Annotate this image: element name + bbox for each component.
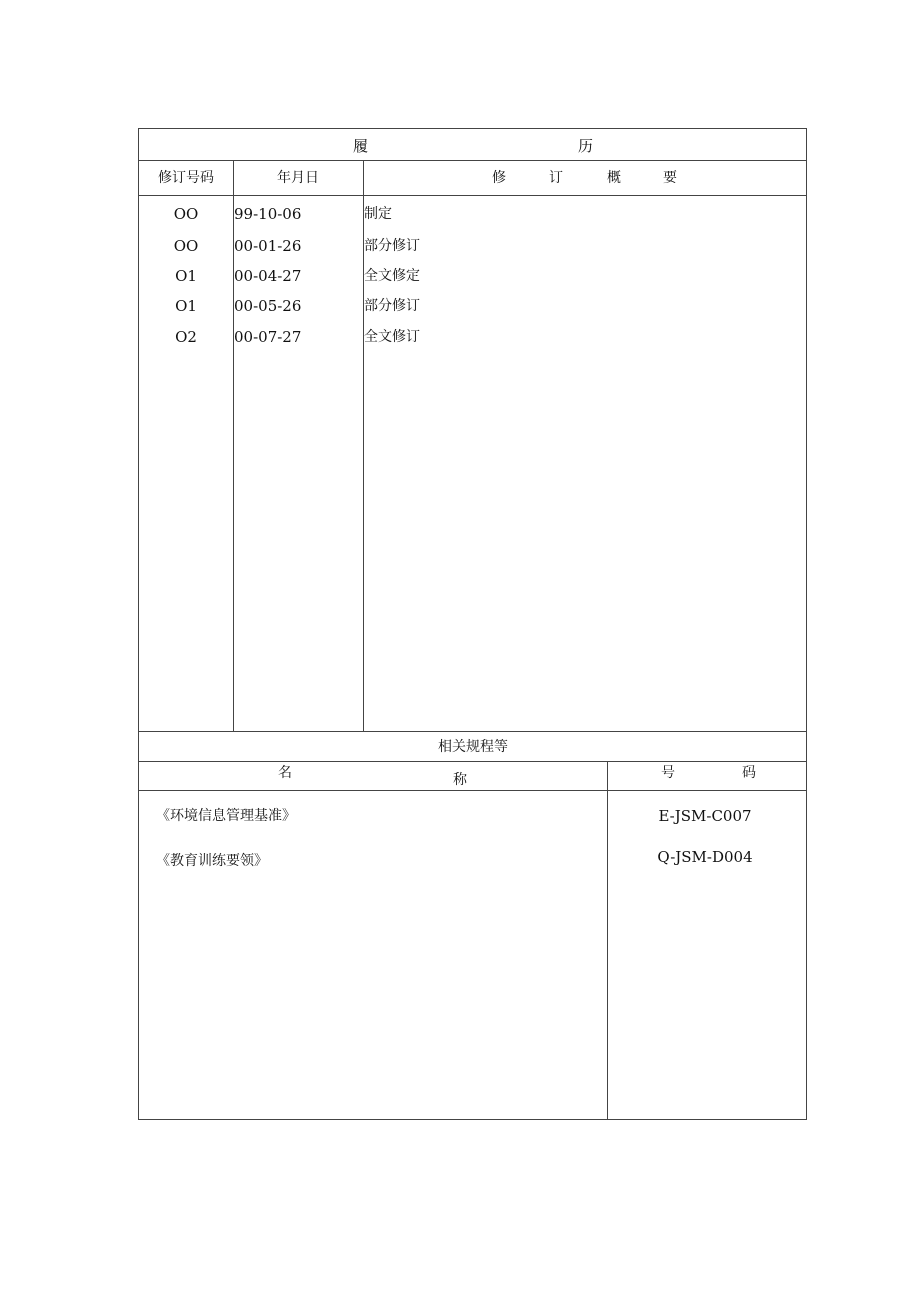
header-code-char-2: 码 (742, 765, 756, 781)
history-title-char-2: 历 (578, 137, 594, 155)
revision-no-cell: OO (173, 205, 199, 223)
revision-no-cell: OO (173, 237, 199, 255)
header-summary-char-2: 订 (549, 170, 563, 186)
divider-related-header (139, 790, 806, 791)
summary-cell: 制定 (364, 206, 392, 222)
related-name-cell: 《环境信息管理基准》 (156, 808, 296, 824)
header-revision-no: 修订号码 (158, 170, 214, 186)
header-name-char-2: 称 (453, 772, 467, 788)
history-title-char-1: 履 (353, 137, 369, 155)
divider-history-header (139, 195, 806, 196)
header-date: 年月日 (277, 170, 319, 186)
summary-cell: 全文修定 (364, 268, 420, 284)
revision-no-cell: O2 (175, 328, 197, 346)
divider-history-end (139, 731, 806, 732)
summary-cell: 部分修订 (364, 298, 420, 314)
document-form (138, 128, 807, 1120)
revision-no-cell: O1 (175, 267, 197, 285)
related-code-cell: E-JSM-C007 (658, 807, 752, 825)
date-cell: 00-04-27 (234, 267, 302, 285)
summary-cell: 部分修订 (364, 238, 420, 254)
related-code-cell: Q-JSM-D004 (657, 848, 753, 866)
divider-history-title (139, 160, 806, 161)
header-code-char-1: 号 (661, 765, 675, 781)
related-name-cell: 《教育训练要领》 (156, 853, 268, 869)
header-summary-char-4: 要 (663, 170, 677, 186)
summary-cell: 全文修订 (364, 329, 420, 345)
divider-related-title (139, 761, 806, 762)
header-name-char-1: 名 (278, 765, 292, 781)
revision-no-cell: O1 (175, 297, 197, 315)
header-summary-char-3: 概 (607, 170, 621, 186)
date-cell: 00-01-26 (234, 237, 302, 255)
date-cell: 00-07-27 (234, 328, 302, 346)
date-cell: 99-10-06 (234, 205, 302, 223)
column-divider-related (607, 761, 608, 1120)
date-cell: 00-05-26 (234, 297, 302, 315)
header-summary-char-1: 修 (492, 170, 506, 186)
related-section-title: 相关规程等 (438, 739, 508, 755)
